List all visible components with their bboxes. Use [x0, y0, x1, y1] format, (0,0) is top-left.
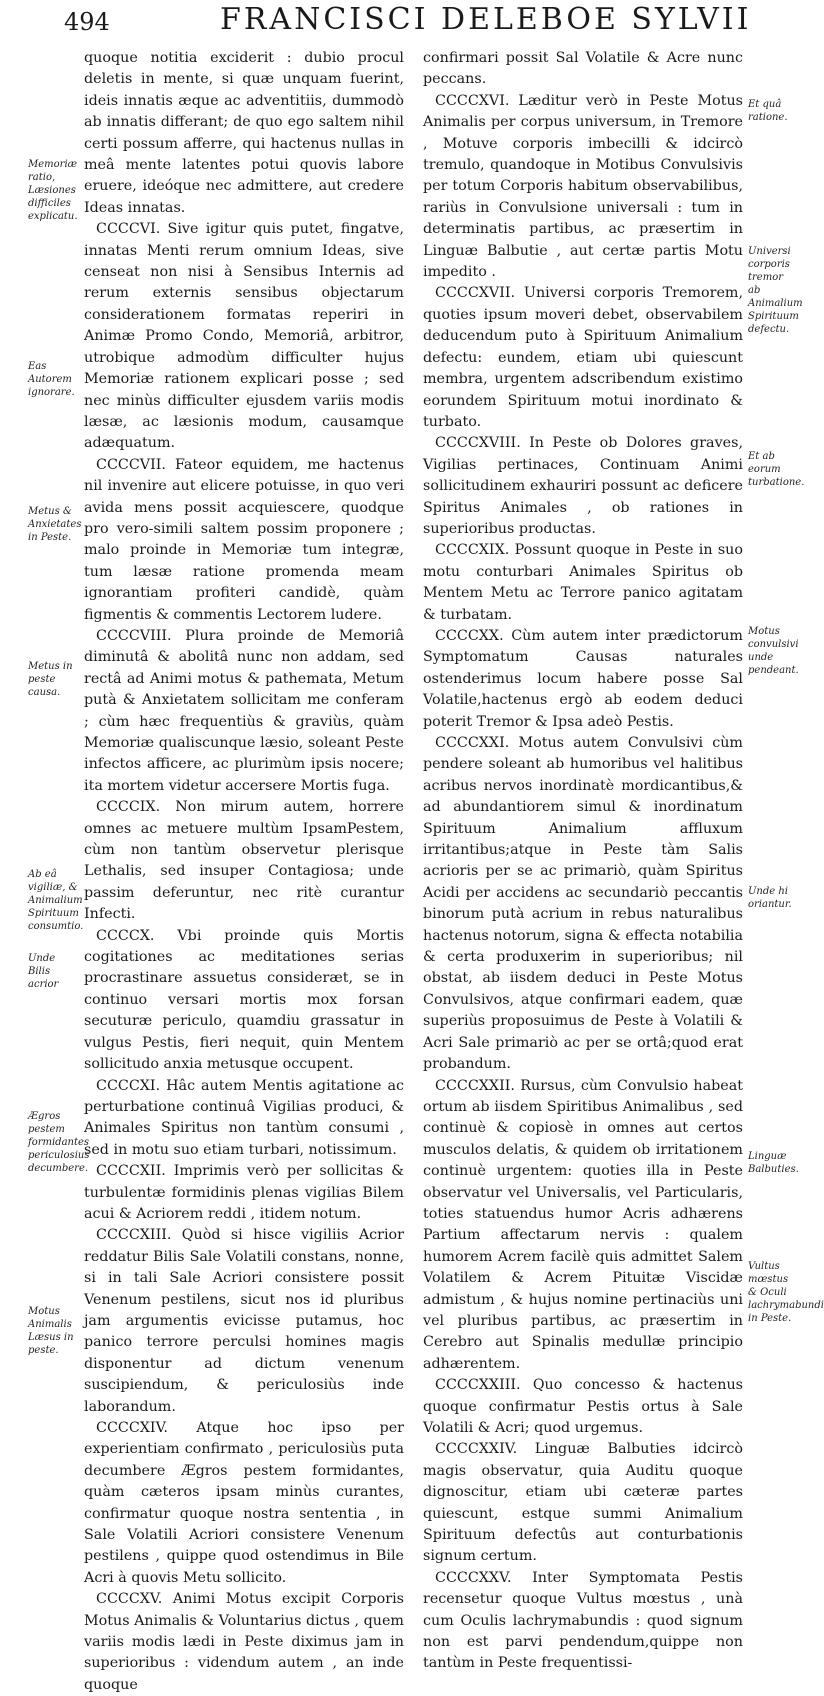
paragraph: CCCCXV. Animi Motus excipit Corporis Motus Animalis & Voluntarius dictus , quem variis modis lædi in Peste diximus jam in superioribus : videndum autem , an inde quoque [84, 1591, 404, 1693]
paragraph: CCCCIX. Non mirum autem, horrere omnes ac metuere multùm IpsamPestem, cùm non tantùm observetur plerisque Lethalis, sed insuper Contagiosa; unde passim deferuntur, nec ritè curantur Infecti. [84, 799, 404, 923]
paragraph: CCCCXVIII. In Peste ob Dolores graves, Vigilias pertinaces, Continuam Animi sollicitudinem exhauriri possunt ac deficere Spiritus Animales , ob rationes in superioribus productas. [423, 435, 743, 537]
running-title: FRANCISCI DELEBOE SYLVII [220, 2, 752, 37]
paragraph: CCCCXXIII. Quo concesso & hactenus quoque confirmatur Pestis ortus à Sale Volatili & Acri; quod urgemus. [423, 1377, 743, 1436]
paragraph: CCCCXI. Hâc autem Mentis agitatione ac perturbatione continuâ Vigilias produci, & Animales Spiritus non tantùm consumi , sed in motu suo etiam turbari, notissimum. [84, 1077, 404, 1158]
paragraph: CCCCVI. Sive igitur quis putet, fingatve, innatas Menti rerum omnium Ideas, sive censeat non nisi à Sensibus Internis ad rerum externis sensibus objectarum considerationem formatas reperiri in Animæ Promo Condo, Memoriâ, arbitror, utrobique admodùm difficulter hujus Memoriæ rationem explicari posse ; sed nec minùs difficulter ejusdem variis modis læsæ, ac læsionis modum, causamque adæquatum. [84, 221, 404, 452]
right-column [423, 48, 743, 1675]
paragraph: CCCCXVII. Universi corporis Tremorem, quoties ipsum moveri debet, observabilem deducendum puto à Spirituum Animalium defectu: eundem, etiam ubi quiescunt membra, urgentem adscribendum existimo eorundem Spirituum motui inordinato & turbato. [423, 285, 743, 430]
left-column [84, 48, 404, 1696]
margin-note: Memoriæ ratio, Læsiones difficiles explicatu. [28, 159, 78, 222]
paragraph: CCCCXIV. Atque hoc ipso per experientiam confirmato , periculosiùs puta decumbere Ægros pestem formidantes, quàm cæteros ipsam minùs curantes, confirmatur quoque nostra sententia , in Sale Volatili Acriori consistere Venenum pestilens , quippe quod ostendimus in Bile Acri à quovis Metu sollicito. [84, 1420, 404, 1586]
paragraph: CCCCXX. Cùm autem inter prædictorum Symptomatum Causas naturales ostenderimus locum habere posse Sal Volatile,hactenus ergò ab eodem deduci poterit Tremor & Ipsa adeò Pestis. [423, 627, 743, 730]
margin-note: Universi corporis tremor ab Animalium Spirituum defectu. [748, 246, 803, 335]
page-number: 494 [64, 8, 110, 36]
paragraph: CCCCXIII. Quòd si hisce vigiliis Acrior reddatur Bilis Sale Volatili constans, nonne, si in tali Sale Acriori consistere possit Venenum pestilens, sicut nos id pluribus jam argumentis evicisse putamus, hoc panico terrore perculsi homines magis disponentur ad dictum venenum suscipiendum, & periculosiùs inde laborandum. [84, 1227, 404, 1415]
paragraph: CCCCXVI. Læditur verò in Peste Motus Animalis per corpus universum, in Tremore , Motuve corporis imbecilli & idcircò tremulo, quandoque in Motibus Convulsivis per totum Corporis habitum observabilibus, rariùs in Convulsione universali : tum in determinatis partibus, ac præsertim in Linguæ Balbutie , aut certæ partis Motu impedito . [423, 92, 743, 281]
paragraph: CCCCXXII. Rursus, cùm Convulsio habeat ortum ab iisdem Spiritibus Animalibus , sed continuè & copiosè in omnes aut certos musculos delatis, & quidem ob irritationem continuè urgentem: quoties illa in Peste observatur vel Universalis, vel Particularis, toties statuendus humor Acris adhærens Partium affectarum nervis : qualem humorem Acrem facilè quis admittet Salem Volatilem & Acrem Pituitæ Viscidæ admistum , & hujus nomine pertinaciùs uni vel pluribus partibus, ac præsertim in Cerebro aut Spinalis medullæ principio adhærentem. [423, 1077, 743, 1372]
page-header [60, 2, 780, 50]
paragraph: CCCCVIII. Plura proinde de Memoriâ diminutâ & abolitâ nunc non addam, sed rectâ ad Animi motus & pathemata, Metum putà & Anxietatem sollicitam me conferam ; cùm hæc frequentiùs & graviùs, quàm Memoriæ qualiscunque læsio, soleant Peste infectos afficere, ac plurimùm ipsis nocere; ita mortem videtur accersere Mortis fuga. [84, 627, 404, 794]
paragraph: confirmari possit Sal Volatile & Acre nunc peccans. [423, 50, 743, 88]
paragraph: quoque notitia exciderit : dubio procul deletis in mente, si quæ unquam fuerint, ideis innatis æque ac adventitiis, dummodò ab innatis differant; de quo ego saltem nihil certi possum afferre, qui hactenus nullas in meâ mente latentes potui quovis labore eruere, ideóque nec admittere, aut credere Ideas innatas. [84, 50, 404, 216]
margin-note: Unde hi oriantur. [748, 886, 792, 910]
margin-note: Motus Animalis Læsus in peste. [28, 1306, 74, 1356]
paragraph: CCCCXIX. Possunt quoque in Peste in suo motu conturbari Animales Spiritus ob Mentem Metu ac Terrore panico agitatam & turbatam. [423, 542, 743, 623]
paragraph: CCCCXII. Imprimis verò per sollicitas & turbulentæ formidinis plenas vigilias Bilem acui & Acriorem reddi , itidem notum. [84, 1163, 404, 1222]
paragraph: CCCCXXIV. Linguæ Balbuties idcircò magis observatur, quia Auditu quoque dignoscitur, etiam ubi cæteræ partes quiescunt, estque summi Animalium Spirituum defectûs aut conturbationis signum certum. [423, 1441, 743, 1565]
paragraph: CCCCX. Vbi proinde quis Mortis cogitationes ac meditationes serias procrastinare assuetus consideræt, se in continuo versari mortis mox forsan secuturæ periculo, quamdiu grassatur in vulgus Pestis, fieri nequit, quin Mentem sollicitudo anxia metusque occupent. [84, 927, 404, 1073]
margin-note: Et ab eorum turbatione. [748, 451, 805, 488]
paragraph: CCCCXXI. Motus autem Convulsivi cùm pendere soleant ab humoribus vel halitibus acribus nervos inordinatè mordicantibus,& ad abundantiorem simul & inordinatum Spirituum Animalium affluxum irritantibus;atque in Peste tàm Salis acrioris per se ac primariò, quàm Spiritus Acidi per accidens ac secundariò peccantis binorum putà acrium in rebus naturalibus hactenus notorum, signa & effecta notabilia & certa produxerim in superioribus; nil obstat, ab iisdem deduci in Peste Motus Convulsivos, atque confirmari eadem, quæ superiùs proposuimus de Peste à Volatili & Acri Sale primariò ac per se ortâ;quod erat probandum. [423, 735, 743, 1073]
paragraph: CCCCXXV. Inter Symptomata Pestis recensetur quoque Vultus mœstus , unà cum Oculis lachrymabundis : quod signum non est parvi pendendum,quippe non tantùm in Peste frequentissi- [423, 1569, 743, 1672]
margin-note: Metus in peste causa. [28, 661, 73, 698]
margin-note: Unde Bilis acrior [28, 953, 59, 990]
margin-note: Eas Autorem ignorare. [28, 361, 75, 398]
margin-note: Ægros pestem formidantes periculosius decumbere. [28, 1111, 90, 1174]
margin-note: Et quâ ratione. [748, 99, 788, 123]
margin-note: Linguæ Balbuties. [748, 1151, 799, 1175]
margin-note: Motus convulsivi unde pendeant. [748, 626, 799, 676]
margin-note: Vultus mœstus & Oculi lachrymabundi in Peste. [748, 1261, 824, 1324]
margin-note: Ab eâ vigiliæ, & Animalium Spirituum consumtio. [28, 869, 84, 932]
margin-note: Metus & Anxietates in Peste. [28, 506, 82, 543]
paragraph: CCCCVII. Fateor equidem, me hactenus nil invenire aut elicere potuisse, in quo veri avida mens possit acquiescere, quodque pro vero-simili saltem possim proponere ; malo proinde in Memoriæ tum integræ, tum læsæ ratione promenda meam ignorantiam profiteri candidè, quàm figmentis & commentis Lectorem ludere. [84, 456, 404, 623]
